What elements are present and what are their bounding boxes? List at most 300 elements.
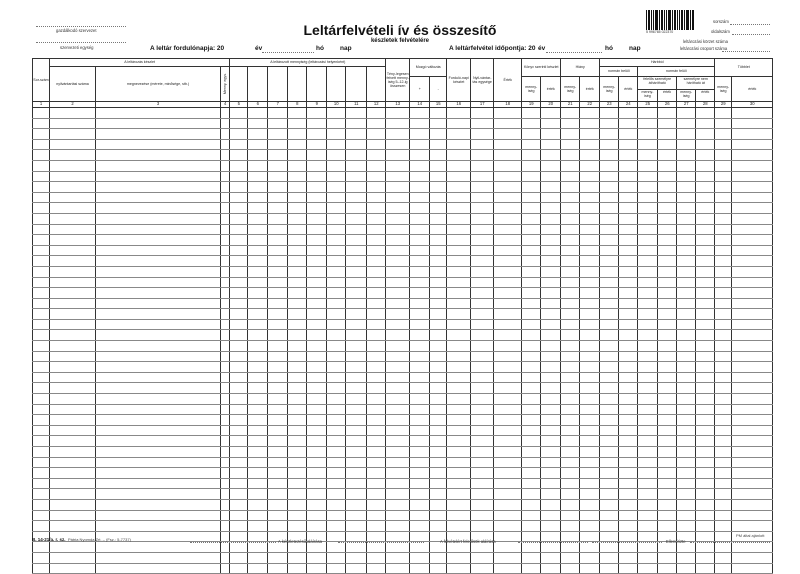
table-cell[interactable] [230,330,248,341]
table-cell[interactable] [307,383,327,394]
table-cell[interactable] [494,277,522,288]
table-cell[interactable] [248,108,268,119]
table-cell[interactable] [658,108,677,119]
table-cell[interactable] [367,341,386,352]
table-cell[interactable] [561,362,580,373]
table-cell[interactable] [221,499,230,510]
table-cell[interactable] [638,203,658,214]
table-cell[interactable] [50,404,96,415]
table-cell[interactable] [541,383,561,394]
table-cell[interactable] [561,404,580,415]
table-cell[interactable] [580,521,600,532]
table-cell[interactable] [638,468,658,479]
table-cell[interactable] [230,245,248,256]
table-cell[interactable] [494,341,522,352]
table-cell[interactable] [33,542,50,553]
table-cell[interactable] [288,394,307,405]
table-cell[interactable] [248,266,268,277]
table-cell[interactable] [346,552,367,563]
table-cell[interactable] [600,139,619,150]
table-cell[interactable] [677,499,696,510]
table-cell[interactable] [561,330,580,341]
table-cell[interactable] [50,447,96,458]
table-cell[interactable] [33,256,50,267]
table-cell[interactable] [346,213,367,224]
table-cell[interactable] [619,298,638,309]
table-cell[interactable] [307,266,327,277]
table-cell[interactable] [367,489,386,500]
table-cell[interactable] [96,129,221,140]
table-cell[interactable] [561,192,580,203]
table-cell[interactable] [248,309,268,320]
table-cell[interactable] [230,277,248,288]
table-cell[interactable] [327,160,346,171]
table-cell[interactable] [50,341,96,352]
table-cell[interactable] [715,489,732,500]
table-cell[interactable] [268,404,288,415]
table-cell[interactable] [430,203,447,214]
table-cell[interactable] [410,309,430,320]
table-cell[interactable] [522,171,541,182]
table-cell[interactable] [561,531,580,542]
table-cell[interactable] [561,521,580,532]
table-cell[interactable] [221,298,230,309]
table-cell[interactable] [715,330,732,341]
table-cell[interactable] [600,436,619,447]
table-cell[interactable] [367,521,386,532]
table-cell[interactable] [580,362,600,373]
table-cell[interactable] [677,394,696,405]
table-cell[interactable] [386,129,410,140]
table-cell[interactable] [268,330,288,341]
table-cell[interactable] [327,266,346,277]
table-cell[interactable] [221,468,230,479]
table-cell[interactable] [96,351,221,362]
table-cell[interactable] [522,108,541,119]
table-cell[interactable] [327,277,346,288]
table-cell[interactable] [561,150,580,161]
table-cell[interactable] [696,139,715,150]
table-cell[interactable] [410,245,430,256]
table-cell[interactable] [327,118,346,129]
table-cell[interactable] [386,383,410,394]
table-cell[interactable] [471,563,494,574]
table-cell[interactable] [96,309,221,320]
table-cell[interactable] [715,447,732,458]
table-cell[interactable] [268,203,288,214]
table-cell[interactable] [600,362,619,373]
table-cell[interactable] [327,288,346,299]
table-cell[interactable] [580,351,600,362]
table-cell[interactable] [430,118,447,129]
table-cell[interactable] [268,372,288,383]
table-cell[interactable] [307,118,327,129]
table-cell[interactable] [410,436,430,447]
table-cell[interactable] [471,108,494,119]
table-cell[interactable] [580,478,600,489]
table-cell[interactable] [658,436,677,447]
table-cell[interactable] [658,447,677,458]
table-cell[interactable] [580,330,600,341]
table-cell[interactable] [580,372,600,383]
table-cell[interactable] [600,521,619,532]
table-cell[interactable] [96,478,221,489]
table-cell[interactable] [600,447,619,458]
table-cell[interactable] [327,478,346,489]
table-cell[interactable] [430,256,447,267]
table-cell[interactable] [494,171,522,182]
table-cell[interactable] [522,160,541,171]
table-cell[interactable] [346,341,367,352]
table-cell[interactable] [619,552,638,563]
table-cell[interactable] [410,139,430,150]
table-cell[interactable] [471,383,494,394]
table-cell[interactable] [561,447,580,458]
table-cell[interactable] [447,129,471,140]
table-cell[interactable] [307,160,327,171]
table-cell[interactable] [494,298,522,309]
table-cell[interactable] [619,309,638,320]
table-cell[interactable] [471,425,494,436]
table-cell[interactable] [696,160,715,171]
table-cell[interactable] [386,319,410,330]
table-cell[interactable] [638,160,658,171]
table-cell[interactable] [541,139,561,150]
table-cell[interactable] [307,563,327,574]
table-cell[interactable] [410,478,430,489]
table-cell[interactable] [430,478,447,489]
table-cell[interactable] [541,510,561,521]
table-cell[interactable] [410,203,430,214]
table-cell[interactable] [471,298,494,309]
table-cell[interactable] [522,118,541,129]
table-cell[interactable] [410,235,430,246]
table-cell[interactable] [327,108,346,119]
table-cell[interactable] [33,288,50,299]
table-cell[interactable] [522,256,541,267]
table-cell[interactable] [561,298,580,309]
table-cell[interactable] [677,510,696,521]
table-cell[interactable] [33,150,50,161]
table-cell[interactable] [732,383,773,394]
table-cell[interactable] [33,521,50,532]
table-cell[interactable] [522,457,541,468]
table-cell[interactable] [96,182,221,193]
table-cell[interactable] [580,447,600,458]
table-cell[interactable] [248,245,268,256]
table-cell[interactable] [386,150,410,161]
table-cell[interactable] [327,129,346,140]
table-cell[interactable] [307,394,327,405]
table-cell[interactable] [638,563,658,574]
table-cell[interactable] [327,457,346,468]
table-cell[interactable] [522,404,541,415]
table-cell[interactable] [619,563,638,574]
table-cell[interactable] [50,224,96,235]
table-cell[interactable] [494,288,522,299]
table-cell[interactable] [327,510,346,521]
table-cell[interactable] [677,383,696,394]
table-cell[interactable] [561,245,580,256]
table-cell[interactable] [386,436,410,447]
table-cell[interactable] [494,552,522,563]
table-cell[interactable] [221,341,230,352]
table-cell[interactable] [732,160,773,171]
table-cell[interactable] [677,139,696,150]
table-cell[interactable] [96,383,221,394]
table-cell[interactable] [600,298,619,309]
table-cell[interactable] [494,266,522,277]
table-cell[interactable] [471,118,494,129]
table-cell[interactable] [658,266,677,277]
table-cell[interactable] [33,468,50,479]
table-cell[interactable] [600,341,619,352]
table-cell[interactable] [696,235,715,246]
table-cell[interactable] [33,499,50,510]
table-cell[interactable] [386,330,410,341]
table-cell[interactable] [522,447,541,458]
table-cell[interactable] [561,235,580,246]
table-cell[interactable] [696,330,715,341]
table-cell[interactable] [288,298,307,309]
table-cell[interactable] [541,150,561,161]
table-cell[interactable] [33,171,50,182]
table-cell[interactable] [715,383,732,394]
table-cell[interactable] [471,351,494,362]
table-cell[interactable] [33,563,50,574]
table-cell[interactable] [715,108,732,119]
table-cell[interactable] [471,457,494,468]
table-cell[interactable] [447,362,471,373]
table-cell[interactable] [580,341,600,352]
table-cell[interactable] [410,118,430,129]
table-cell[interactable] [268,224,288,235]
table-cell[interactable] [696,468,715,479]
table-cell[interactable] [696,203,715,214]
table-cell[interactable] [580,563,600,574]
table-cell[interactable] [561,489,580,500]
table-cell[interactable] [221,394,230,405]
table-cell[interactable] [327,542,346,553]
table-cell[interactable] [410,531,430,542]
table-cell[interactable] [638,266,658,277]
table-cell[interactable] [494,150,522,161]
table-cell[interactable] [677,372,696,383]
table-cell[interactable] [33,277,50,288]
table-cell[interactable] [386,404,410,415]
table-cell[interactable] [580,129,600,140]
table-cell[interactable] [327,372,346,383]
table-cell[interactable] [494,404,522,415]
table-cell[interactable] [447,277,471,288]
table-cell[interactable] [96,192,221,203]
table-cell[interactable] [386,341,410,352]
table-cell[interactable] [696,489,715,500]
table-cell[interactable] [677,266,696,277]
table-cell[interactable] [367,150,386,161]
table-cell[interactable] [561,468,580,479]
table-cell[interactable] [600,372,619,383]
table-cell[interactable] [221,542,230,553]
table-cell[interactable] [221,447,230,458]
table-cell[interactable] [638,309,658,320]
table-cell[interactable] [50,351,96,362]
table-cell[interactable] [732,192,773,203]
table-cell[interactable] [346,510,367,521]
table-cell[interactable] [600,425,619,436]
table-cell[interactable] [696,542,715,553]
table-cell[interactable] [230,309,248,320]
table-cell[interactable] [619,150,638,161]
table-cell[interactable] [367,256,386,267]
table-cell[interactable] [367,319,386,330]
table-cell[interactable] [600,256,619,267]
table-cell[interactable] [715,457,732,468]
table-cell[interactable] [732,245,773,256]
table-cell[interactable] [580,298,600,309]
table-cell[interactable] [619,108,638,119]
table-cell[interactable] [96,256,221,267]
table-cell[interactable] [327,468,346,479]
table-cell[interactable] [638,372,658,383]
table-cell[interactable] [732,351,773,362]
table-cell[interactable] [580,245,600,256]
table-cell[interactable] [696,383,715,394]
table-cell[interactable] [600,489,619,500]
table-cell[interactable] [288,563,307,574]
table-cell[interactable] [732,150,773,161]
table-cell[interactable] [410,383,430,394]
table-cell[interactable] [561,510,580,521]
table-cell[interactable] [288,468,307,479]
table-cell[interactable] [471,552,494,563]
table-cell[interactable] [447,521,471,532]
table-cell[interactable] [696,341,715,352]
table-cell[interactable] [221,150,230,161]
table-cell[interactable] [367,182,386,193]
table-cell[interactable] [367,118,386,129]
table-cell[interactable] [638,224,658,235]
table-cell[interactable] [696,266,715,277]
table-cell[interactable] [638,288,658,299]
table-cell[interactable] [307,510,327,521]
table-cell[interactable] [221,108,230,119]
table-cell[interactable] [541,192,561,203]
table-cell[interactable] [494,457,522,468]
table-cell[interactable] [307,457,327,468]
table-cell[interactable] [50,129,96,140]
table-cell[interactable] [33,457,50,468]
table-cell[interactable] [494,129,522,140]
table-cell[interactable] [288,203,307,214]
table-cell[interactable] [561,351,580,362]
table-cell[interactable] [367,372,386,383]
table-cell[interactable] [307,499,327,510]
table-cell[interactable] [221,415,230,426]
table-cell[interactable] [248,478,268,489]
table-cell[interactable] [494,499,522,510]
table-cell[interactable] [638,404,658,415]
table-cell[interactable] [580,468,600,479]
table-cell[interactable] [600,457,619,468]
table-cell[interactable] [367,288,386,299]
table-cell[interactable] [248,351,268,362]
table-cell[interactable] [288,436,307,447]
table-cell[interactable] [522,351,541,362]
table-cell[interactable] [33,330,50,341]
table-cell[interactable] [346,319,367,330]
table-cell[interactable] [346,108,367,119]
table-cell[interactable] [658,478,677,489]
table-cell[interactable] [96,372,221,383]
table-cell[interactable] [541,521,561,532]
table-cell[interactable] [619,319,638,330]
table-cell[interactable] [346,182,367,193]
table-cell[interactable] [447,319,471,330]
table-cell[interactable] [658,129,677,140]
table-cell[interactable] [50,235,96,246]
table-cell[interactable] [268,489,288,500]
table-cell[interactable] [561,309,580,320]
table-cell[interactable] [561,118,580,129]
table-cell[interactable] [288,383,307,394]
table-cell[interactable] [386,256,410,267]
table-cell[interactable] [430,468,447,479]
table-cell[interactable] [96,425,221,436]
table-cell[interactable] [248,552,268,563]
table-cell[interactable] [288,224,307,235]
table-cell[interactable] [619,118,638,129]
table-cell[interactable] [327,563,346,574]
table-cell[interactable] [638,150,658,161]
table-cell[interactable] [677,182,696,193]
table-cell[interactable] [346,351,367,362]
table-cell[interactable] [561,171,580,182]
table-cell[interactable] [561,319,580,330]
table-cell[interactable] [494,108,522,119]
table-cell[interactable] [430,436,447,447]
table-cell[interactable] [658,499,677,510]
table-cell[interactable] [33,341,50,352]
table-cell[interactable] [50,489,96,500]
table-cell[interactable] [696,351,715,362]
table-cell[interactable] [715,531,732,542]
table-cell[interactable] [230,256,248,267]
table-cell[interactable] [96,510,221,521]
table-cell[interactable] [307,203,327,214]
table-cell[interactable] [715,277,732,288]
table-cell[interactable] [33,489,50,500]
table-cell[interactable] [638,341,658,352]
table-cell[interactable] [494,213,522,224]
table-cell[interactable] [288,521,307,532]
table-cell[interactable] [367,245,386,256]
table-cell[interactable] [248,489,268,500]
table-cell[interactable] [522,489,541,500]
table-cell[interactable] [447,468,471,479]
table-cell[interactable] [600,510,619,521]
table-cell[interactable] [619,510,638,521]
table-cell[interactable] [561,108,580,119]
table-cell[interactable] [33,394,50,405]
table-cell[interactable] [248,213,268,224]
table-cell[interactable] [696,309,715,320]
table-cell[interactable] [561,224,580,235]
table-cell[interactable] [248,531,268,542]
table-cell[interactable] [522,150,541,161]
table-cell[interactable] [96,394,221,405]
table-cell[interactable] [619,256,638,267]
